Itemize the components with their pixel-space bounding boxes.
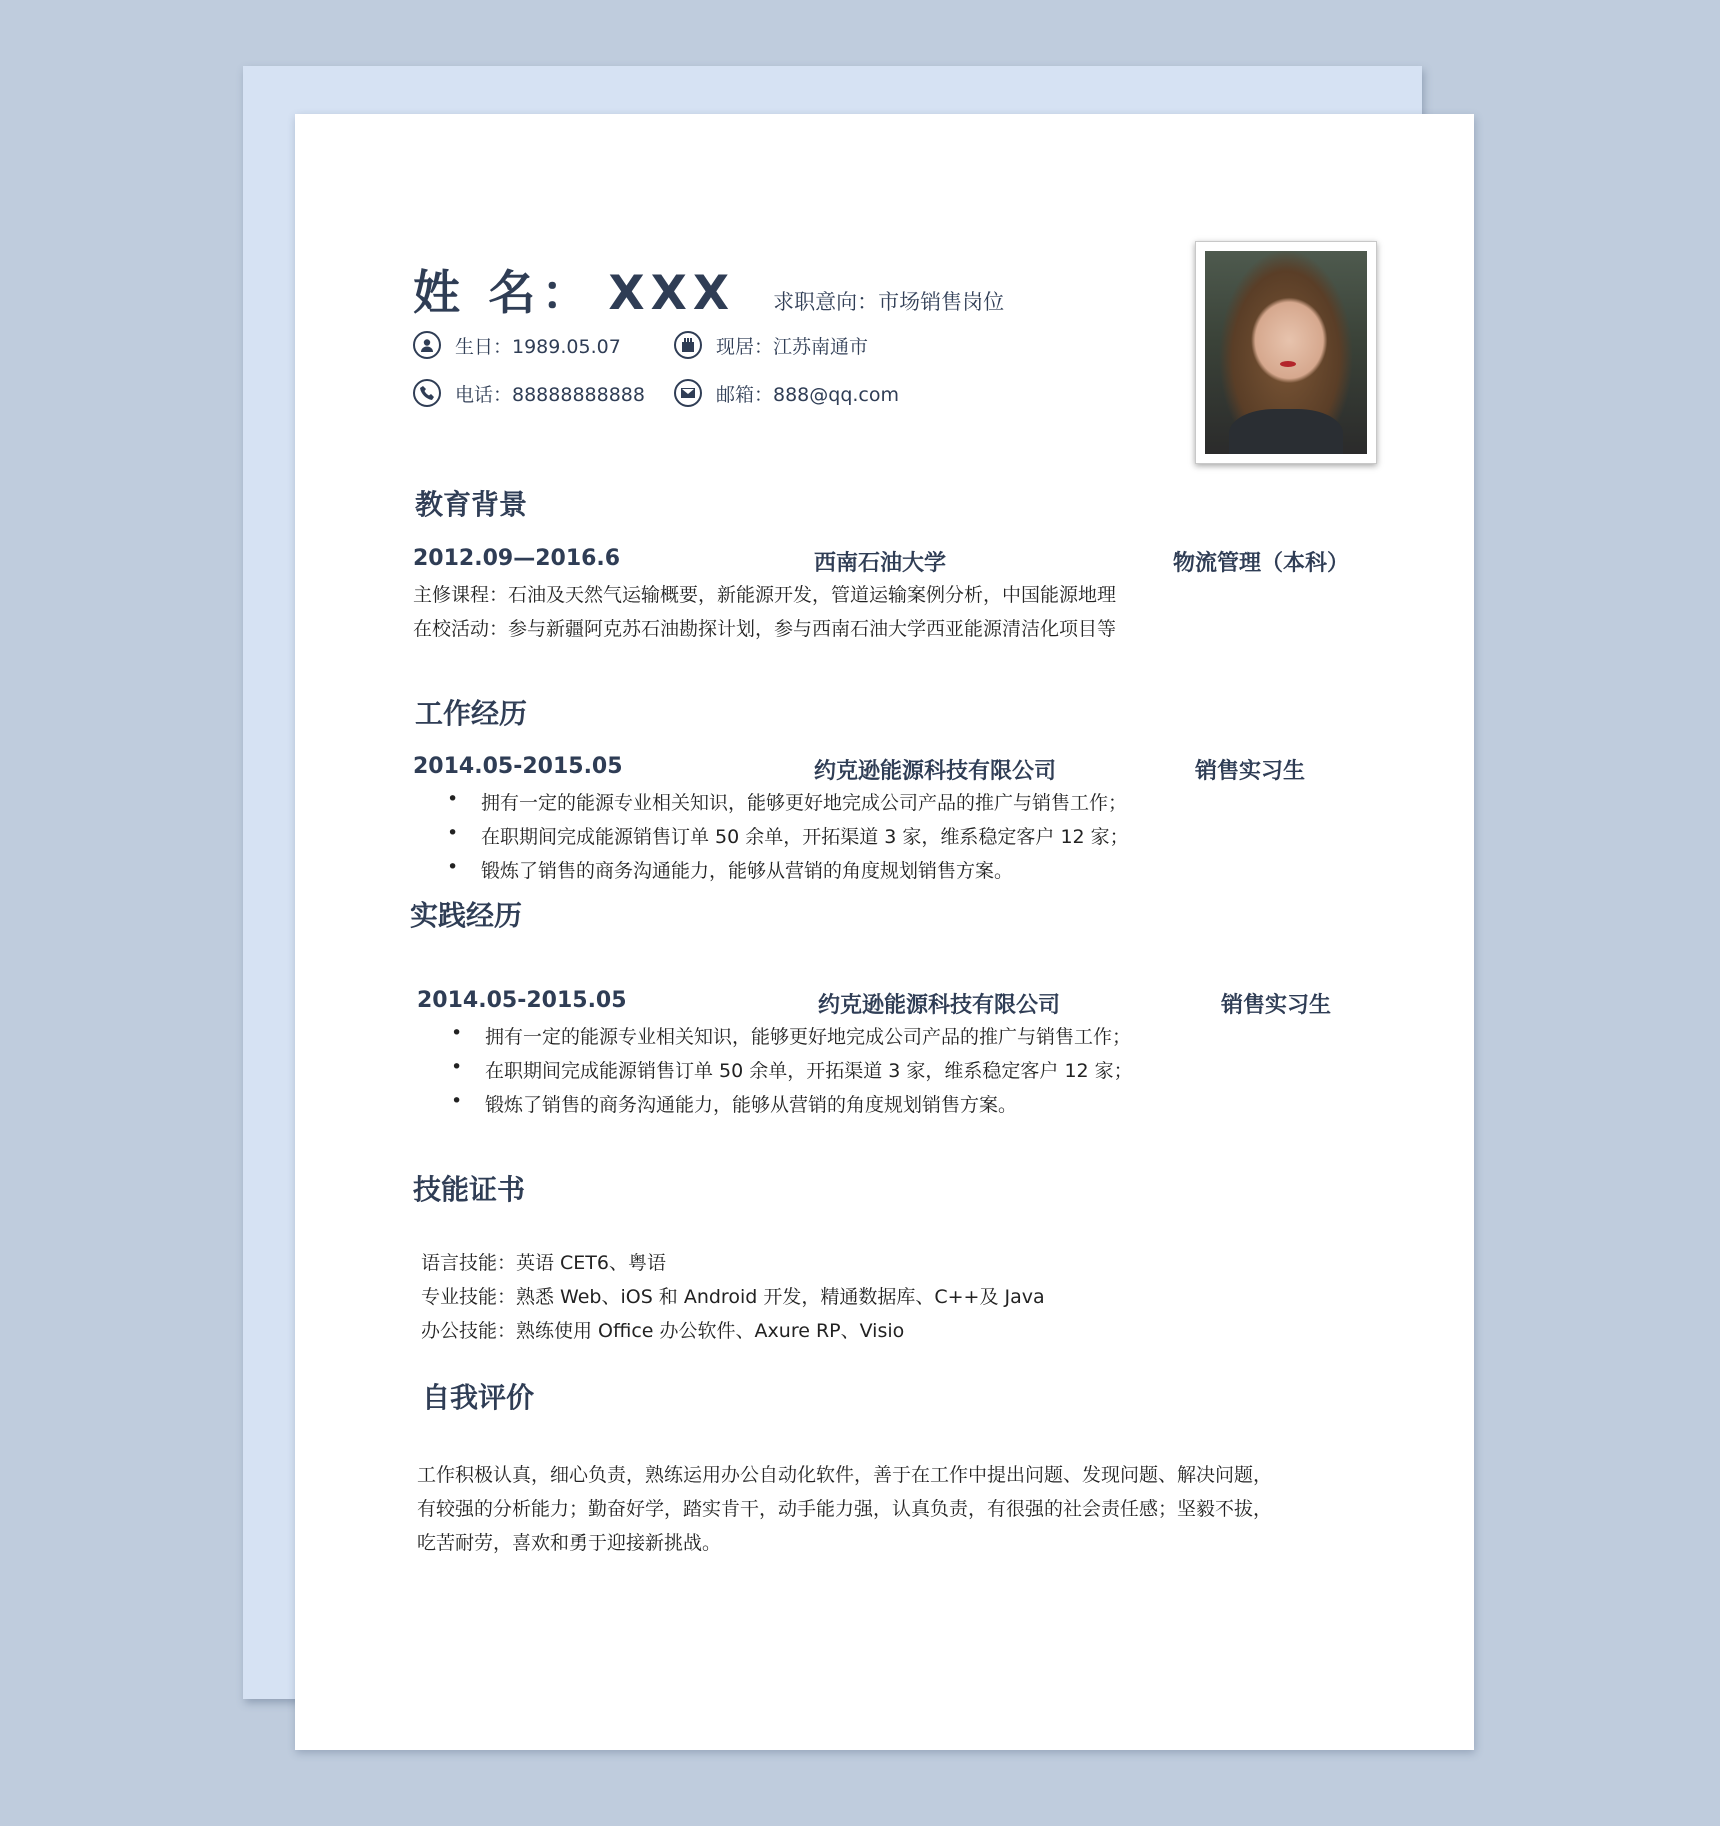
birthday-text: 生日：1989.05.07 — [455, 335, 621, 358]
work-position: 销售实习生 — [1195, 759, 1306, 784]
practice-bullet: • 锻炼了销售的商务沟通能力，能够从营销的角度规划销售方案。 — [451, 1090, 1018, 1116]
phone-text: 电话：88888888888 — [455, 383, 645, 406]
phone-info — [413, 379, 645, 407]
resume-page — [295, 114, 1474, 1750]
profile-photo — [1205, 251, 1367, 454]
name-label: 姓 名： — [413, 266, 595, 321]
residence-text: 现居：江苏南通市 — [716, 335, 869, 358]
building-icon — [674, 331, 702, 359]
work-title: 工作经历 — [415, 697, 528, 730]
work-bullet: • 锻炼了销售的商务沟通能力，能够从营销的角度规划销售方案。 — [447, 856, 1014, 882]
email-text: 邮箱：888@qq.com — [716, 383, 900, 406]
user-icon — [413, 331, 441, 359]
education-major: 物流管理（本科） — [1173, 551, 1350, 576]
education-activities: 在校活动：参与新疆阿克苏石油勘探计划，参与西南石油大学西亚能源清洁化项目等 — [413, 618, 1117, 640]
name-value: XXX — [608, 266, 736, 321]
education-period: 2012.09—2016.6 — [413, 546, 621, 571]
job-objective: 求职意向：市场销售岗位 — [773, 290, 1005, 314]
practice-position: 销售实习生 — [1221, 993, 1332, 1018]
practice-period: 2014.05-2015.05 — [417, 988, 627, 1013]
name-line — [413, 256, 1004, 323]
phone-icon — [413, 379, 441, 407]
skill-office: 办公技能：熟练使用 Office 办公软件、Axure RP、Visio — [421, 1320, 905, 1342]
envelope-icon — [674, 379, 702, 407]
education-courses: 主修课程：石油及天然气运输概要，新能源开发，管道运输案例分析，中国能源地理 — [413, 584, 1117, 606]
practice-title: 实践经历 — [410, 899, 523, 932]
work-bullet: • 拥有一定的能源专业相关知识，能够更好地完成公司产品的推广与销售工作； — [447, 788, 1128, 814]
email-info — [674, 379, 899, 407]
work-company: 约克逊能源科技有限公司 — [814, 759, 1057, 784]
self-eval-title: 自我评价 — [422, 1381, 535, 1414]
practice-bullet: • 拥有一定的能源专业相关知识，能够更好地完成公司产品的推广与销售工作； — [451, 1022, 1132, 1048]
skill-professional: 专业技能：熟悉 Web、iOS 和 Android 开发，精通数据库、C++及 Java — [421, 1286, 1045, 1308]
skills-title: 技能证书 — [413, 1173, 526, 1206]
birthday-info — [413, 331, 621, 359]
education-school: 西南石油大学 — [814, 551, 947, 576]
practice-company: 约克逊能源科技有限公司 — [818, 993, 1061, 1018]
education-title: 教育背景 — [415, 488, 528, 521]
self-eval-text: 工作积极认真，细心负责，熟练运用办公自动化软件，善于在工作中提出问题、发现问题、解决问题，有较强的分析能力；勤奋好学，踏实肯干，动手能力强，认真负责，有很强的社会责任感；坚毅不拔，吃苦耐劳，喜欢和勇于迎接新挑战。 — [417, 1464, 1273, 1554]
work-period: 2014.05-2015.05 — [413, 754, 623, 779]
residence-info — [674, 331, 868, 359]
profile-photo-frame — [1195, 241, 1377, 464]
practice-bullet: • 在职期间完成能源销售订单 50 余单，开拓渠道 3 家，维系稳定客户 12 家； — [451, 1056, 1133, 1082]
work-bullet: • 在职期间完成能源销售订单 50 余单，开拓渠道 3 家，维系稳定客户 12 家； — [447, 822, 1129, 848]
skill-language: 语言技能：英语 CET6、粤语 — [421, 1252, 667, 1274]
